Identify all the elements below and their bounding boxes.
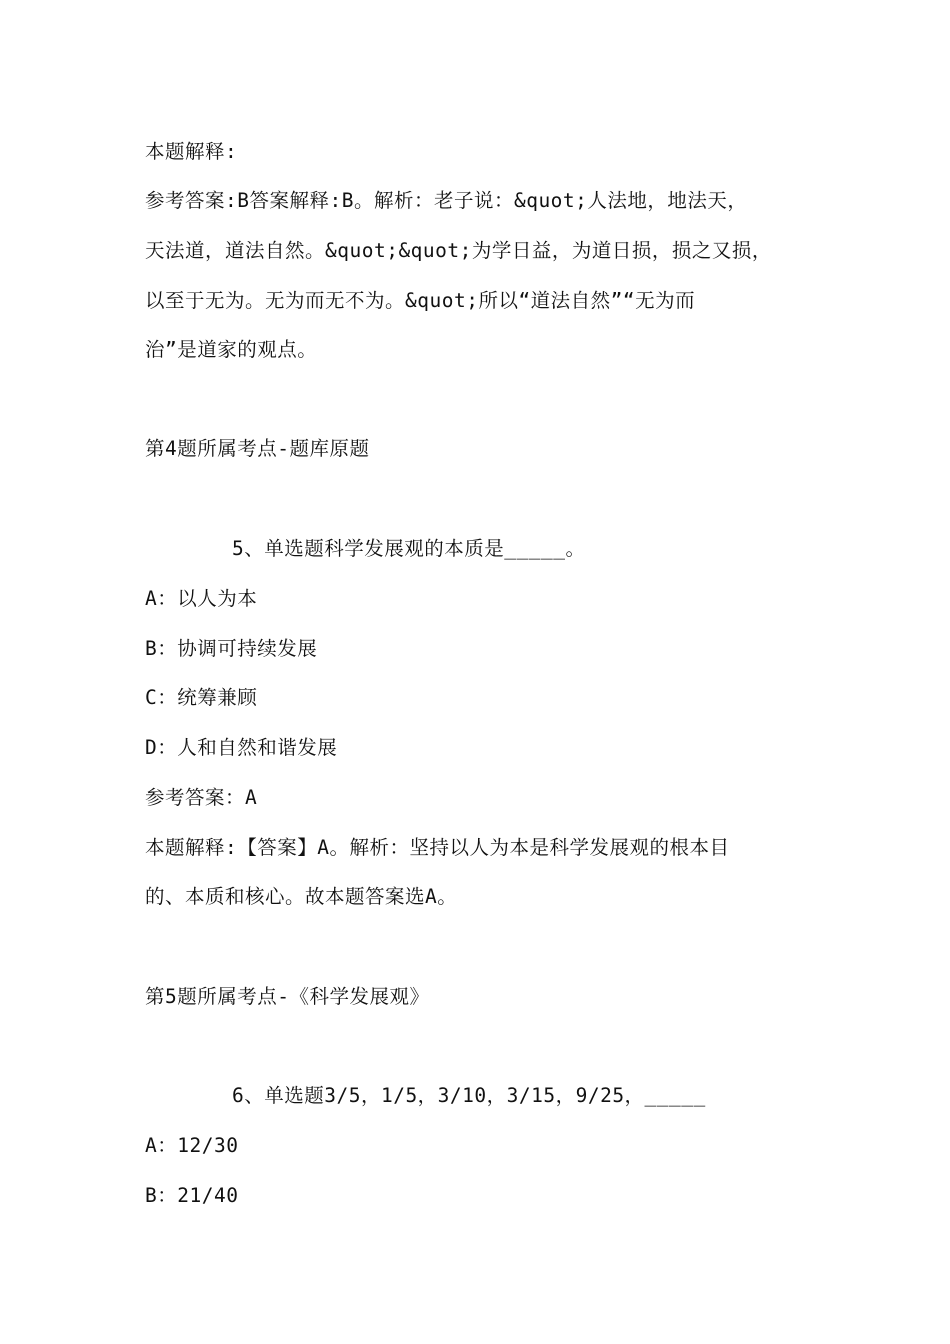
reference-answer: 参考答案：A [145, 786, 258, 809]
explanation-line: 的、本质和核心。故本题答案选A。 [145, 885, 458, 908]
topic-label: 第4题所属考点-题库原题 [145, 437, 370, 460]
explanation-line: 参考答案:B答案解释:B。解析：老子说：&quot;人法地，地法天， [145, 189, 748, 212]
option-d: D：人和自然和谐发展 [145, 736, 338, 759]
explanation-line: 以至于无为。无为而无不为。&quot;所以“道法自然”“无为而 [145, 289, 696, 312]
question-title: 6、单选题3/5，1/5，3/10，3/15，9/25，_____ [232, 1084, 706, 1107]
topic-label: 第5题所属考点-《科学发展观》 [145, 985, 430, 1008]
question-title: 5、单选题科学发展观的本质是_____。 [232, 537, 586, 560]
option-b: B：协调可持续发展 [145, 637, 318, 660]
explanation-line: 本题解释:【答案】A。解析：坚持以人为本是科学发展观的根本目 [145, 836, 730, 859]
option-a: A：以人为本 [145, 587, 258, 610]
option-a: A：12/30 [145, 1134, 239, 1157]
option-c: C：统筹兼顾 [145, 686, 258, 709]
option-b: B：21/40 [145, 1184, 239, 1207]
explanation-line: 天法道，道法自然。&quot;&quot;为学日益，为道日损，损之又损， [145, 239, 772, 262]
explanation-line: 治”是道家的观点。 [145, 338, 318, 361]
explanation-heading: 本题解释: [145, 140, 238, 163]
